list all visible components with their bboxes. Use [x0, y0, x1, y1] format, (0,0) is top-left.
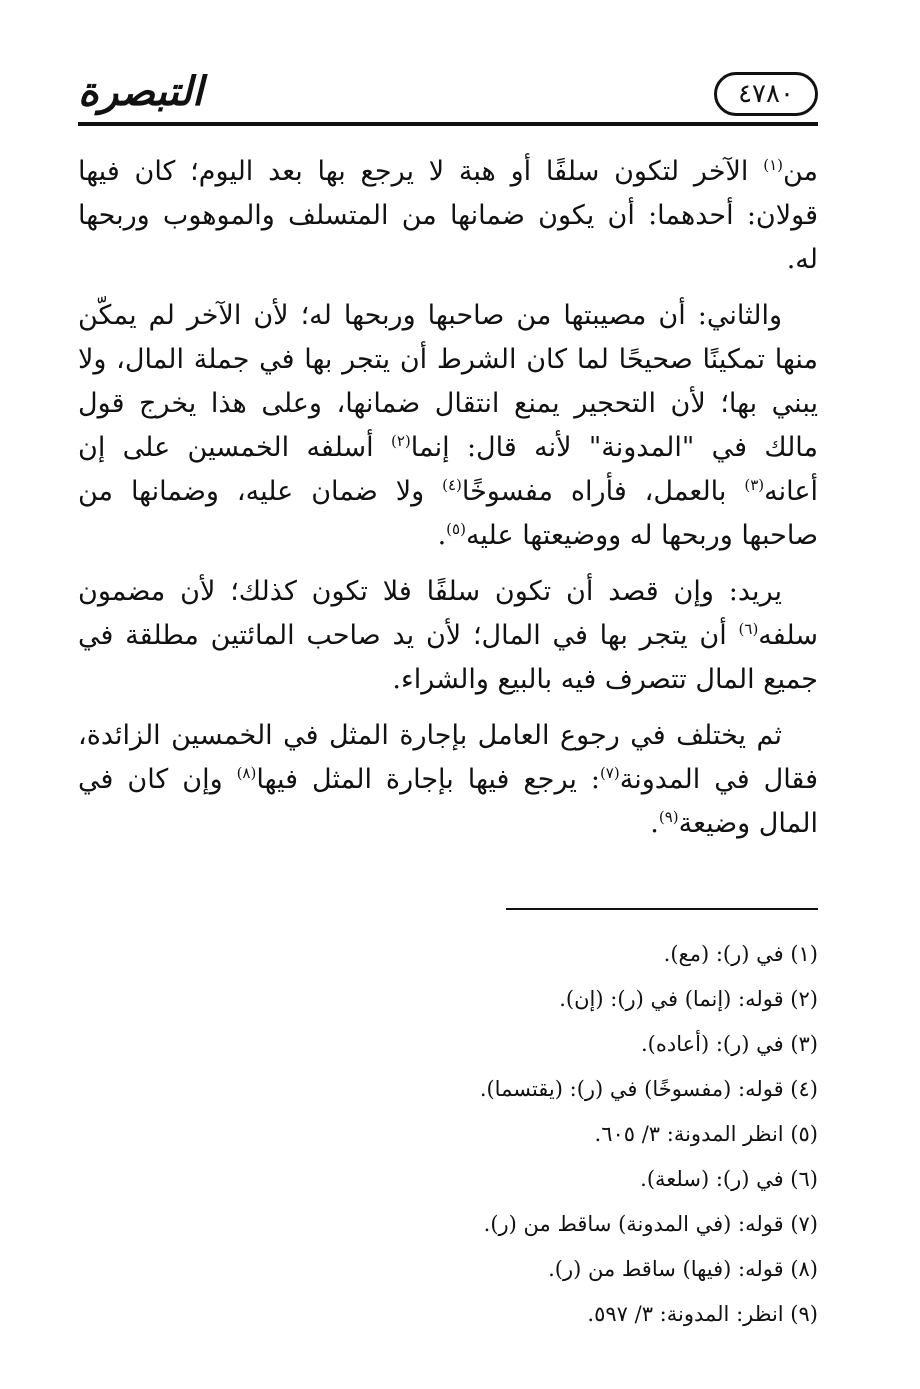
footnote-item: (١) في (ر): (مع).	[663, 942, 818, 966]
text-run: أن يتجر بها في المال؛ لأن يد صاحب المائتين مطلقة في جميع المال تتصرف فيه بالبيع والشراء.	[78, 620, 818, 695]
text-run: ولا ضمان عليه، وضمانها من صاحبها وربحها له ووضيعتها عليه	[78, 476, 818, 551]
footnote-ref: (٨)	[236, 764, 257, 782]
text-run: : يرجع فيها بإجارة المثل فيها	[256, 764, 600, 795]
text-run: من	[782, 156, 818, 187]
footnotes-list	[78, 932, 818, 1337]
paragraph	[78, 150, 818, 282]
footnote-item: (٥) انظر المدونة: ٣/ ٦٠٥.	[594, 1122, 818, 1146]
footnote-item: (٧) قوله: (في المدونة) ساقط من (ر).	[483, 1212, 818, 1236]
page-number: ٤٧٨٠	[714, 72, 818, 116]
text-run: أسلفه الخمسين على إن أعانه	[78, 432, 818, 507]
footnote-item: (٣) في (ر): (أعاده).	[640, 1032, 818, 1056]
book-title: التبصرة	[78, 68, 204, 115]
footnote-ref: (٤)	[442, 476, 462, 494]
text-run: وإن كان في المال وضيعة	[78, 764, 818, 839]
footnote-ref: (٣)	[744, 476, 765, 494]
text-run: .	[650, 808, 659, 839]
footnote-item: (٢) قوله: (إنما) في (ر): (إن).	[559, 987, 818, 1011]
text-run: يريد: وإن قصد أن تكون سلفًا فلا تكون كذلك؛ لأن مضمون سلفه	[78, 576, 818, 651]
main-text	[78, 150, 818, 858]
footnote-ref: (٦)	[738, 620, 759, 638]
text-run: الآخر لتكون سلفًا أو هبة لا يرجع بها بعد اليوم؛ كان فيها قولان: أحدهما: أن يكون ضمانها من المتسلف والموهوب وربحها له.	[78, 156, 818, 275]
text-run: ثم يختلف في رجوع العامل بإجارة المثل في الخمسين الزائدة، فقال في المدونة	[78, 720, 818, 795]
footnote-ref: (٥)	[446, 520, 466, 538]
page-header	[78, 60, 818, 132]
footnote-item: (٩) انظر: المدونة: ٣/ ٥٩٧.	[587, 1302, 818, 1326]
footnote-ref: (٢)	[390, 432, 411, 450]
paragraph	[78, 294, 818, 558]
footnote-item: (٦) في (ر): (سلعة).	[640, 1167, 818, 1191]
header-rule	[78, 122, 818, 126]
footnote-item: (٨) قوله: (فيها) ساقط من (ر).	[548, 1257, 818, 1281]
footnote-ref: (١)	[763, 156, 783, 174]
footnote-item: (٤) قوله: (مفسوخًا) في (ر): (يقتسما).	[479, 1077, 818, 1101]
text-run: والثاني: أن مصيبتها من صاحبها وربحها له؛ لأن الآخر لم يمكّن منها تمكينًا صحيحًا لما كان الشرط أن يتجر بها في جملة المال، ولا يبني بها؛ لأن التحجير يمنع انتقال ضمانها، وعلى هذا يخرج قول مالك في "المدونة" لأنه قال: إنما	[78, 300, 818, 463]
footnote-separator	[506, 908, 818, 910]
text-run: .	[437, 520, 447, 551]
footnote-ref: (٧)	[599, 764, 620, 782]
text-run: بالعمل، فأراه مفسوخًا	[461, 476, 745, 507]
footnote-ref: (٩)	[658, 808, 679, 826]
paragraph	[78, 714, 818, 846]
paragraph	[78, 570, 818, 702]
